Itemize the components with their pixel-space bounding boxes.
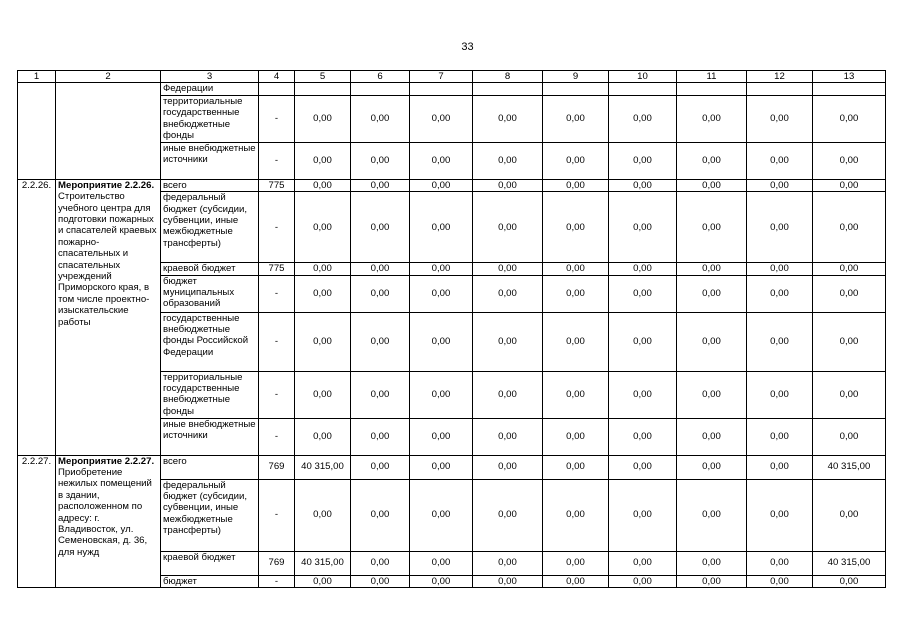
value-cell: 0,00 <box>543 263 609 275</box>
value-cell: 0,00 <box>543 479 609 551</box>
value-cell: 0,00 <box>543 142 609 179</box>
code-cell: - <box>259 192 295 263</box>
funding-source-cell: государственные внебюджетные фонды Российской Федерации <box>161 312 259 371</box>
value-cell: 0,00 <box>473 551 543 575</box>
value-cell: 0,00 <box>473 192 543 263</box>
measure-description-cell <box>56 83 161 179</box>
value-cell: 0,00 <box>677 192 747 263</box>
code-cell: - <box>259 275 295 312</box>
value-cell: 0,00 <box>677 179 747 191</box>
value-cell: 0,00 <box>410 455 473 479</box>
header-cell: 5 <box>295 71 351 83</box>
value-cell <box>543 83 609 95</box>
value-cell: 0,00 <box>677 455 747 479</box>
value-cell: 0,00 <box>609 551 677 575</box>
value-cell: 0,00 <box>295 479 351 551</box>
header-cell: 11 <box>677 71 747 83</box>
code-cell: 775 <box>259 179 295 191</box>
funding-source-cell: краевой бюджет <box>161 263 259 275</box>
value-cell: 0,00 <box>747 371 813 418</box>
code-cell: - <box>259 95 295 142</box>
value-cell: 0,00 <box>295 371 351 418</box>
value-cell: 0,00 <box>677 263 747 275</box>
value-cell: 0,00 <box>747 455 813 479</box>
code-cell: 775 <box>259 263 295 275</box>
header-cell: 9 <box>543 71 609 83</box>
value-cell: 0,00 <box>813 575 886 587</box>
value-cell: 0,00 <box>677 479 747 551</box>
value-cell: 0,00 <box>747 179 813 191</box>
table-row <box>18 179 886 191</box>
value-cell <box>677 83 747 95</box>
value-cell: 0,00 <box>543 551 609 575</box>
value-cell <box>473 83 543 95</box>
header-cell: 3 <box>161 71 259 83</box>
value-cell: 0,00 <box>295 95 351 142</box>
value-cell: 40 315,00 <box>295 551 351 575</box>
value-cell: 0,00 <box>351 275 410 312</box>
value-cell: 0,00 <box>813 142 886 179</box>
value-cell: 0,00 <box>473 95 543 142</box>
header-cell: 1 <box>18 71 56 83</box>
value-cell: 0,00 <box>813 263 886 275</box>
value-cell: 0,00 <box>351 551 410 575</box>
value-cell: 0,00 <box>473 418 543 455</box>
value-cell: 0,00 <box>813 192 886 263</box>
value-cell <box>609 83 677 95</box>
value-cell: 0,00 <box>473 142 543 179</box>
code-cell <box>259 83 295 95</box>
measure-number-cell <box>18 83 56 179</box>
value-cell: 0,00 <box>609 575 677 587</box>
code-cell: - <box>259 312 295 371</box>
value-cell: 0,00 <box>813 371 886 418</box>
value-cell: 0,00 <box>677 275 747 312</box>
code-cell: - <box>259 479 295 551</box>
value-cell: 0,00 <box>747 551 813 575</box>
funding-source-cell: федеральный бюджет (субсидии, субвенции, иные межбюджетные трансферты) <box>161 479 259 551</box>
code-cell: - <box>259 142 295 179</box>
value-cell: 0,00 <box>543 371 609 418</box>
value-cell: 0,00 <box>609 479 677 551</box>
value-cell: 0,00 <box>410 263 473 275</box>
value-cell: 0,00 <box>295 575 351 587</box>
value-cell: 0,00 <box>410 479 473 551</box>
value-cell: 0,00 <box>677 312 747 371</box>
measure-title: Мероприятие 2.2.26. <box>58 179 155 191</box>
value-cell: 0,00 <box>543 192 609 263</box>
page-number: 33 <box>461 41 474 53</box>
value-cell: 0,00 <box>609 455 677 479</box>
measure-title: Мероприятие 2.2.27. <box>58 455 155 467</box>
value-cell: 0,00 <box>351 418 410 455</box>
value-cell: 0,00 <box>813 179 886 191</box>
header-cell: 12 <box>747 71 813 83</box>
table-row <box>18 83 886 95</box>
value-cell <box>747 83 813 95</box>
value-cell: 0,00 <box>410 142 473 179</box>
value-cell: 0,00 <box>351 142 410 179</box>
code-cell: 769 <box>259 551 295 575</box>
value-cell: 0,00 <box>813 275 886 312</box>
measure-description: Приобретение нежилых помещений в здании, расположенном по адресу: г. Владивосток, ул. Семеновская, д. 36, для нужд <box>58 467 152 558</box>
funding-source-cell: краевой бюджет <box>161 551 259 575</box>
value-cell: 0,00 <box>677 551 747 575</box>
value-cell: 0,00 <box>473 263 543 275</box>
value-cell: 0,00 <box>747 312 813 371</box>
value-cell: 0,00 <box>747 479 813 551</box>
funding-source-cell: Федерации <box>161 83 259 95</box>
value-cell: 0,00 <box>609 312 677 371</box>
value-cell: 0,00 <box>473 575 543 587</box>
value-cell: 0,00 <box>543 455 609 479</box>
value-cell: 0,00 <box>410 551 473 575</box>
value-cell: 0,00 <box>351 263 410 275</box>
funding-source-cell: иные внебюджетные источники <box>161 418 259 455</box>
value-cell: 0,00 <box>747 192 813 263</box>
funding-source-cell: бюджет <box>161 575 259 587</box>
value-cell: 0,00 <box>609 179 677 191</box>
value-cell: 0,00 <box>410 179 473 191</box>
value-cell: 0,00 <box>747 275 813 312</box>
value-cell: 0,00 <box>295 418 351 455</box>
value-cell <box>813 83 886 95</box>
table-row <box>18 455 886 479</box>
value-cell: 40 315,00 <box>813 551 886 575</box>
value-cell: 0,00 <box>351 95 410 142</box>
value-cell: 0,00 <box>351 479 410 551</box>
value-cell: 0,00 <box>543 275 609 312</box>
funding-source-cell: всего <box>161 179 259 191</box>
measure-description: Строительство учебного центра для подготовки пожарных и спасателей краевых пожарно-спасательных и спасательных учреждений Приморского края, в том числе проектно-изыскательские работы <box>58 191 157 328</box>
value-cell: 0,00 <box>747 95 813 142</box>
header-cell: 2 <box>56 71 161 83</box>
value-cell: 0,00 <box>609 418 677 455</box>
value-cell: 0,00 <box>609 371 677 418</box>
value-cell: 0,00 <box>609 95 677 142</box>
value-cell <box>351 83 410 95</box>
value-cell: 0,00 <box>351 371 410 418</box>
value-cell: 0,00 <box>351 455 410 479</box>
value-cell: 0,00 <box>473 455 543 479</box>
value-cell: 0,00 <box>410 275 473 312</box>
header-cell: 10 <box>609 71 677 83</box>
value-cell: 0,00 <box>677 371 747 418</box>
value-cell: 0,00 <box>351 192 410 263</box>
value-cell: 0,00 <box>295 192 351 263</box>
value-cell: 0,00 <box>677 575 747 587</box>
value-cell: 0,00 <box>813 479 886 551</box>
value-cell: 0,00 <box>473 312 543 371</box>
funding-source-cell: федеральный бюджет (субсидии, субвенции, иные межбюджетные трансферты) <box>161 192 259 263</box>
value-cell: 0,00 <box>747 575 813 587</box>
value-cell <box>410 83 473 95</box>
value-cell: 0,00 <box>351 179 410 191</box>
value-cell: 0,00 <box>677 418 747 455</box>
measure-number-cell: 2.2.26. <box>18 179 56 455</box>
funding-source-cell: территориальные государственные внебюджетные фонды <box>161 95 259 142</box>
value-cell: 0,00 <box>813 312 886 371</box>
code-cell: - <box>259 371 295 418</box>
code-cell: - <box>259 418 295 455</box>
code-cell: 769 <box>259 455 295 479</box>
value-cell: 0,00 <box>473 479 543 551</box>
header-row <box>18 71 886 83</box>
value-cell: 0,00 <box>410 418 473 455</box>
value-cell: 0,00 <box>543 312 609 371</box>
funding-source-cell: иные внебюджетные источники <box>161 142 259 179</box>
measure-number-cell: 2.2.27. <box>18 455 56 587</box>
value-cell: 0,00 <box>410 312 473 371</box>
value-cell: 0,00 <box>543 95 609 142</box>
value-cell: 0,00 <box>677 142 747 179</box>
value-cell: 0,00 <box>410 95 473 142</box>
value-cell: 0,00 <box>410 575 473 587</box>
budget-table <box>17 70 886 588</box>
value-cell <box>295 83 351 95</box>
value-cell: 0,00 <box>609 192 677 263</box>
value-cell: 0,00 <box>813 418 886 455</box>
value-cell: 0,00 <box>543 179 609 191</box>
value-cell: 0,00 <box>609 263 677 275</box>
value-cell: 0,00 <box>473 275 543 312</box>
header-cell: 7 <box>410 71 473 83</box>
value-cell: 0,00 <box>295 263 351 275</box>
funding-source-cell: бюджет муниципальных образований <box>161 275 259 312</box>
value-cell: 0,00 <box>677 95 747 142</box>
header-cell: 4 <box>259 71 295 83</box>
value-cell: 0,00 <box>295 275 351 312</box>
value-cell: 0,00 <box>473 179 543 191</box>
code-cell: - <box>259 575 295 587</box>
header-cell: 8 <box>473 71 543 83</box>
value-cell: 40 315,00 <box>295 455 351 479</box>
value-cell: 0,00 <box>351 575 410 587</box>
funding-source-cell: всего <box>161 455 259 479</box>
value-cell: 0,00 <box>410 192 473 263</box>
value-cell: 0,00 <box>473 371 543 418</box>
value-cell: 0,00 <box>813 95 886 142</box>
value-cell: 0,00 <box>543 418 609 455</box>
value-cell: 0,00 <box>543 575 609 587</box>
value-cell: 0,00 <box>609 142 677 179</box>
value-cell: 0,00 <box>609 275 677 312</box>
value-cell: 0,00 <box>295 179 351 191</box>
value-cell: 0,00 <box>351 312 410 371</box>
value-cell: 0,00 <box>410 371 473 418</box>
value-cell: 0,00 <box>747 263 813 275</box>
header-cell: 13 <box>813 71 886 83</box>
value-cell: 0,00 <box>747 142 813 179</box>
header-cell: 6 <box>351 71 410 83</box>
value-cell: 0,00 <box>295 312 351 371</box>
value-cell: 40 315,00 <box>813 455 886 479</box>
value-cell: 0,00 <box>295 142 351 179</box>
value-cell: 0,00 <box>747 418 813 455</box>
funding-source-cell: территориальные государственные внебюджетные фонды <box>161 371 259 418</box>
measure-description-cell <box>56 179 161 455</box>
measure-description-cell <box>56 455 161 587</box>
